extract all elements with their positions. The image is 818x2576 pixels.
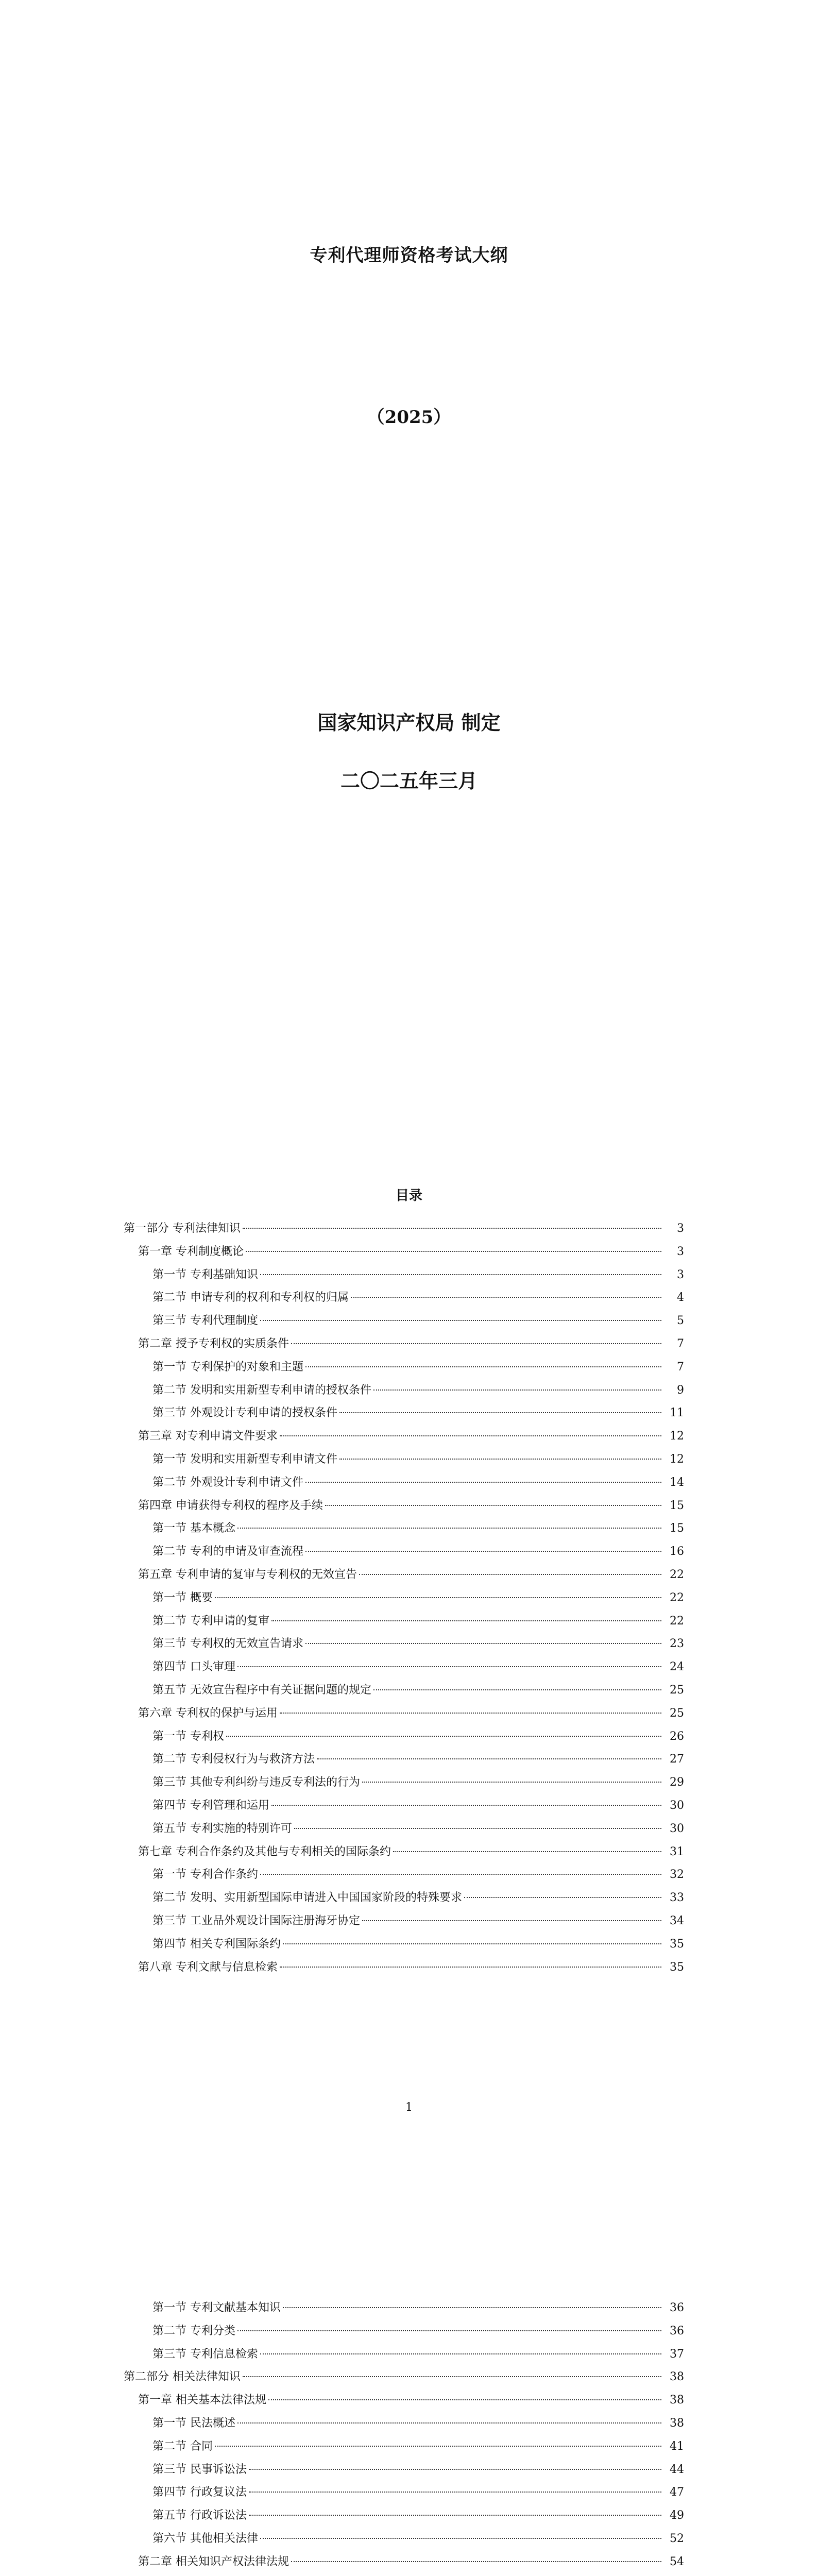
toc-dot-leader: [271, 1620, 661, 1621]
toc-entry-page: 29: [670, 1776, 684, 1789]
toc-entry-page: 30: [670, 1822, 684, 1835]
toc-dot-leader: [464, 1897, 661, 1898]
toc-dot-leader: [249, 2492, 661, 2493]
toc-dot-leader: [237, 2330, 661, 2331]
cover-title: 专利代理师资格考试大纲: [310, 245, 508, 266]
toc-entry[interactable]: [0, 1702, 818, 1725]
toc-entry-page: 31: [670, 1845, 684, 1858]
toc-entry-page: 37: [670, 2347, 684, 2361]
cover-organization: 国家知识产权局 制定: [317, 711, 501, 734]
toc-entry[interactable]: [0, 1425, 818, 1448]
toc-entry-page: 11: [670, 1406, 684, 1420]
toc-dot-leader: [339, 1412, 661, 1413]
toc-entry[interactable]: [0, 1402, 818, 1425]
toc-entry-title: 第三节 工业品外观设计国际注册海牙协定: [152, 1914, 360, 1927]
toc-dot-leader: [237, 1528, 661, 1529]
toc-entry-page: 44: [670, 2463, 684, 2476]
toc-entry[interactable]: [0, 2528, 818, 2551]
toc-entry-page: 7: [677, 1337, 684, 1350]
toc-entry[interactable]: [0, 1495, 818, 1518]
toc-entry-title: 第二节 专利申请的复审: [152, 1614, 269, 1628]
toc-entry-page: 34: [670, 1914, 684, 1927]
toc-entry[interactable]: [0, 1310, 818, 1333]
toc-entry-page: 49: [670, 2509, 684, 2522]
toc-entry[interactable]: [0, 1564, 818, 1587]
toc-entry-title: 第四节 行政复议法: [152, 2486, 247, 2499]
toc-dot-leader: [359, 1574, 661, 1575]
toc-entry[interactable]: [0, 2297, 818, 2320]
toc-entry-page: 36: [670, 2301, 684, 2314]
toc-entry[interactable]: [0, 1241, 818, 1264]
toc-entry[interactable]: [0, 1448, 818, 1471]
toc-dot-leader: [215, 1597, 661, 1598]
toc-entry-page: 15: [670, 1522, 684, 1535]
toc-dot-leader: [283, 1943, 661, 1944]
toc-dot-leader: [317, 1758, 661, 1759]
toc-entry-page: 38: [670, 2370, 684, 2384]
toc-entry-title: 第二节 专利分类: [152, 2324, 235, 2337]
toc-entry[interactable]: [0, 1333, 818, 1356]
toc-entry-title: 第一节 专利合作条约: [152, 1868, 258, 1882]
toc-entry-page: 3: [677, 1222, 684, 1235]
toc-entry[interactable]: [0, 2412, 818, 2435]
toc-entry-title: 第二部分 相关法律知识: [124, 2370, 241, 2384]
toc-entry[interactable]: [0, 1540, 818, 1564]
toc-entry-page: 14: [670, 1476, 684, 1489]
toc-entry-title: 第四节 专利管理和运用: [152, 1799, 269, 1812]
toc-entry-title: 第三节 其他专利纠纷与违反专利法的行为: [152, 1776, 360, 1789]
toc-dot-leader: [260, 1874, 661, 1875]
toc-entry-title: 第五章 专利申请的复审与专利权的无效宣告: [138, 1568, 357, 1581]
toc-dot-leader: [291, 2561, 661, 2562]
toc-entry-page: 22: [670, 1591, 684, 1604]
toc-dot-leader: [268, 2399, 661, 2400]
toc-entry-title: [152, 2574, 224, 2576]
toc-entry-page: 22: [670, 1614, 684, 1628]
toc-entry-title: 第一节 专利保护的对象和主题: [152, 1360, 303, 1374]
toc-entry-title: 第二节 专利的申请及审查流程: [152, 1545, 303, 1558]
toc-dot-leader: [249, 2469, 661, 2470]
toc-dot-leader: [226, 1736, 661, 1737]
toc-dot-leader: [246, 1251, 661, 1252]
toc-entry-title: 第一节 民法概述: [152, 2416, 235, 2430]
toc-dot-leader: [243, 1228, 661, 1229]
toc-entry-page: 38: [670, 2416, 684, 2430]
toc-entry[interactable]: [0, 2481, 818, 2504]
toc-dot-leader: [283, 2307, 661, 2308]
toc-dot-leader: [260, 1320, 661, 1321]
toc-entry-page: 12: [670, 1452, 684, 1466]
toc-entry-title: 第三节 专利信息检索: [152, 2347, 258, 2361]
toc-entry[interactable]: [0, 2459, 818, 2482]
toc-dot-leader: [291, 1343, 661, 1344]
toc-entry[interactable]: [0, 1771, 818, 1794]
toc-entry[interactable]: [0, 2389, 818, 2412]
toc-entry-page: 25: [670, 1706, 684, 1720]
toc-entry-title: 第五节 专利实施的特别许可: [152, 1822, 292, 1835]
toc-dot-leader: [325, 1505, 661, 1506]
toc-entry[interactable]: [0, 1610, 818, 1633]
toc-entry-title: 第七章 专利合作条约及其他与专利相关的国际条约: [138, 1845, 391, 1858]
toc-dot-leader: [294, 1828, 661, 1829]
toc-entry-title: 第一节 发明和实用新型专利申请文件: [152, 1452, 337, 1466]
toc-dot-leader: [305, 1366, 661, 1367]
toc-entry[interactable]: [0, 2551, 818, 2574]
toc-entry[interactable]: [0, 2343, 818, 2366]
toc-entry-title: 第二节 发明、实用新型国际申请进入中国国家阶段的特殊要求: [152, 1891, 462, 1905]
toc-entry-page: 7: [677, 1360, 684, 1374]
toc-dot-leader: [305, 1482, 661, 1483]
toc-entry-title: 第五节 行政诉讼法: [152, 2509, 247, 2522]
toc-entry-title: 第六章 专利权的保护与运用: [138, 1706, 278, 1720]
toc-dot-leader: [237, 1666, 661, 1667]
toc-dot-leader: [362, 1782, 661, 1783]
toc-dot-leader: [280, 1713, 661, 1714]
toc-entry[interactable]: [0, 1356, 818, 1379]
toc-dot-leader: [271, 1805, 661, 1806]
toc-entry[interactable]: [0, 1818, 818, 1841]
toc-dot-leader: [260, 1274, 661, 1275]
toc-entry-page: 27: [670, 1753, 684, 1766]
toc-entry[interactable]: [0, 1887, 818, 1910]
toc-dot-leader: [373, 1389, 661, 1391]
toc-entry-title: 第三节 民事诉讼法: [152, 2463, 247, 2476]
toc-entry[interactable]: [0, 1517, 818, 1540]
toc-entry-page: 25: [670, 1683, 684, 1697]
toc-dot-leader: [260, 2353, 661, 2354]
toc-entry[interactable]: [0, 1725, 818, 1749]
toc-entry-page: [663, 2574, 684, 2576]
toc-entry[interactable]: [0, 1633, 818, 1656]
toc-entry-page: 35: [670, 1960, 684, 1974]
toc-dot-leader: [249, 2515, 661, 2516]
toc-entry-page: 3: [677, 1245, 684, 1258]
toc-entry[interactable]: [0, 1471, 818, 1495]
toc-entry-title: 第一节 概要: [152, 1591, 213, 1604]
toc-entry-title: 第一节 专利权: [152, 1730, 224, 1743]
toc-entry-page: 35: [670, 1937, 684, 1951]
toc-entry[interactable]: [0, 1910, 818, 1933]
toc-entry-page: 12: [670, 1430, 684, 1443]
toc-entry-page: 41: [670, 2439, 684, 2453]
toc-entry-title: 第八章 专利文献与信息检索: [138, 1960, 278, 1974]
toc-entry[interactable]: [0, 2574, 818, 2576]
toc-entry-title: 第三节 外观设计专利申请的授权条件: [152, 1406, 337, 1420]
toc-entry-title: 第一章 相关基本法律法规: [138, 2394, 266, 2407]
toc-entry-title: 第二节 发明和实用新型专利申请的授权条件: [152, 1383, 371, 1397]
toc-entry-page: 47: [670, 2486, 684, 2499]
toc-dot-leader: [339, 1459, 661, 1460]
toc-entry-title: 第四节 口头审理: [152, 1660, 235, 1674]
toc-entry-title: 第二节 合同: [152, 2439, 213, 2453]
toc-dot-leader: [215, 2446, 661, 2447]
toc-entry[interactable]: [0, 1217, 818, 1241]
toc-entry[interactable]: [0, 1379, 818, 1402]
toc-dot-leader: [393, 1851, 661, 1852]
toc-entry[interactable]: [0, 2320, 818, 2343]
toc-heading: 目录: [395, 1188, 422, 1204]
toc-entry-page: 16: [670, 1545, 684, 1558]
toc-entry-page: 52: [670, 2532, 684, 2545]
toc-entry-page: 4: [677, 1291, 684, 1304]
toc-entry-title: 第三节 专利权的无效宣告请求: [152, 1637, 303, 1651]
toc-entry-title: 第四章 申请获得专利权的程序及手续: [138, 1499, 323, 1512]
toc-entry[interactable]: [0, 1286, 818, 1310]
toc-entry-title: 第二节 外观设计专利申请文件: [152, 1476, 303, 1489]
toc-entry-page: 54: [670, 2555, 684, 2568]
toc-entry-title: 第一节 基本概念: [152, 1522, 235, 1535]
toc-entry-page: 3: [677, 1268, 684, 1281]
toc-entry-title: 第二章 授予专利权的实质条件: [138, 1337, 289, 1350]
toc-entry-page: 36: [670, 2324, 684, 2337]
toc-dot-leader: [305, 1643, 661, 1644]
cover-date: 二〇二五年三月: [340, 769, 478, 792]
toc-entry-page: 33: [670, 1891, 684, 1905]
toc-entry[interactable]: [0, 1863, 818, 1887]
toc-entry-page: 32: [670, 1868, 684, 1882]
toc-entry-title: 第二节 专利侵权行为与救济方法: [152, 1753, 315, 1766]
toc-entry-title: 第一节 专利文献基本知识: [152, 2301, 281, 2314]
toc-entry-page: 9: [677, 1383, 684, 1397]
toc-entry[interactable]: [0, 2366, 818, 2389]
toc-entry-page: 24: [670, 1660, 684, 1674]
toc-dot-leader: [362, 1920, 661, 1921]
toc-entry-title: 第三节 专利代理制度: [152, 1314, 258, 1328]
page-number: 1: [405, 2101, 413, 2114]
cover-year: （2025）: [367, 407, 451, 428]
toc-entry-title: 第二节 申请专利的权利和专利权的归属: [152, 1291, 349, 1304]
toc-dot-leader: [260, 2538, 661, 2539]
toc-entry-page: 15: [670, 1499, 684, 1512]
toc-entry-page: 30: [670, 1799, 684, 1812]
toc-list-page-2: [0, 2297, 818, 2576]
toc-dot-leader: [351, 1297, 661, 1298]
toc-entry-title: 第一节 专利基础知识: [152, 1268, 258, 1281]
toc-entry[interactable]: [0, 1656, 818, 1679]
toc-list-page-1: [0, 1217, 818, 1979]
toc-entry[interactable]: [0, 1794, 818, 1818]
toc-dot-leader: [305, 1551, 661, 1552]
toc-dot-leader: [243, 2376, 661, 2377]
toc-entry-page: 22: [670, 1568, 684, 1581]
toc-entry[interactable]: [0, 1264, 818, 1287]
toc-entry-title: 第二章 相关知识产权法律法规: [138, 2555, 289, 2568]
toc-entry-page: 38: [670, 2394, 684, 2407]
toc-entry[interactable]: [0, 1933, 818, 1956]
toc-entry-title: 第四节 相关专利国际条约: [152, 1937, 281, 1951]
toc-dot-leader: [373, 1689, 661, 1690]
toc-dot-leader: [280, 1435, 661, 1436]
toc-entry-page: 26: [670, 1730, 684, 1743]
toc-entry[interactable]: [0, 1679, 818, 1702]
toc-entry[interactable]: [0, 1587, 818, 1610]
toc-entry-title: 第一部分 专利法律知识: [124, 1222, 241, 1235]
toc-dot-leader: [280, 1967, 661, 1968]
toc-entry-page: 23: [670, 1637, 684, 1651]
toc-entry[interactable]: [0, 1841, 818, 1864]
toc-entry[interactable]: [0, 2435, 818, 2459]
toc-entry[interactable]: [0, 1956, 818, 1979]
toc-entry[interactable]: [0, 1748, 818, 1771]
toc-entry-title: 第三章 对专利申请文件要求: [138, 1430, 278, 1443]
toc-entry-title: 第五节 无效宣告程序中有关证据问题的规定: [152, 1683, 371, 1697]
toc-entry-title: 第六节 其他相关法律: [152, 2532, 258, 2545]
toc-entry-title: 第一章 专利制度概论: [138, 1245, 244, 1258]
toc-entry[interactable]: [0, 2504, 818, 2528]
toc-entry-page: 5: [677, 1314, 684, 1328]
toc-dot-leader: [237, 2422, 661, 2424]
